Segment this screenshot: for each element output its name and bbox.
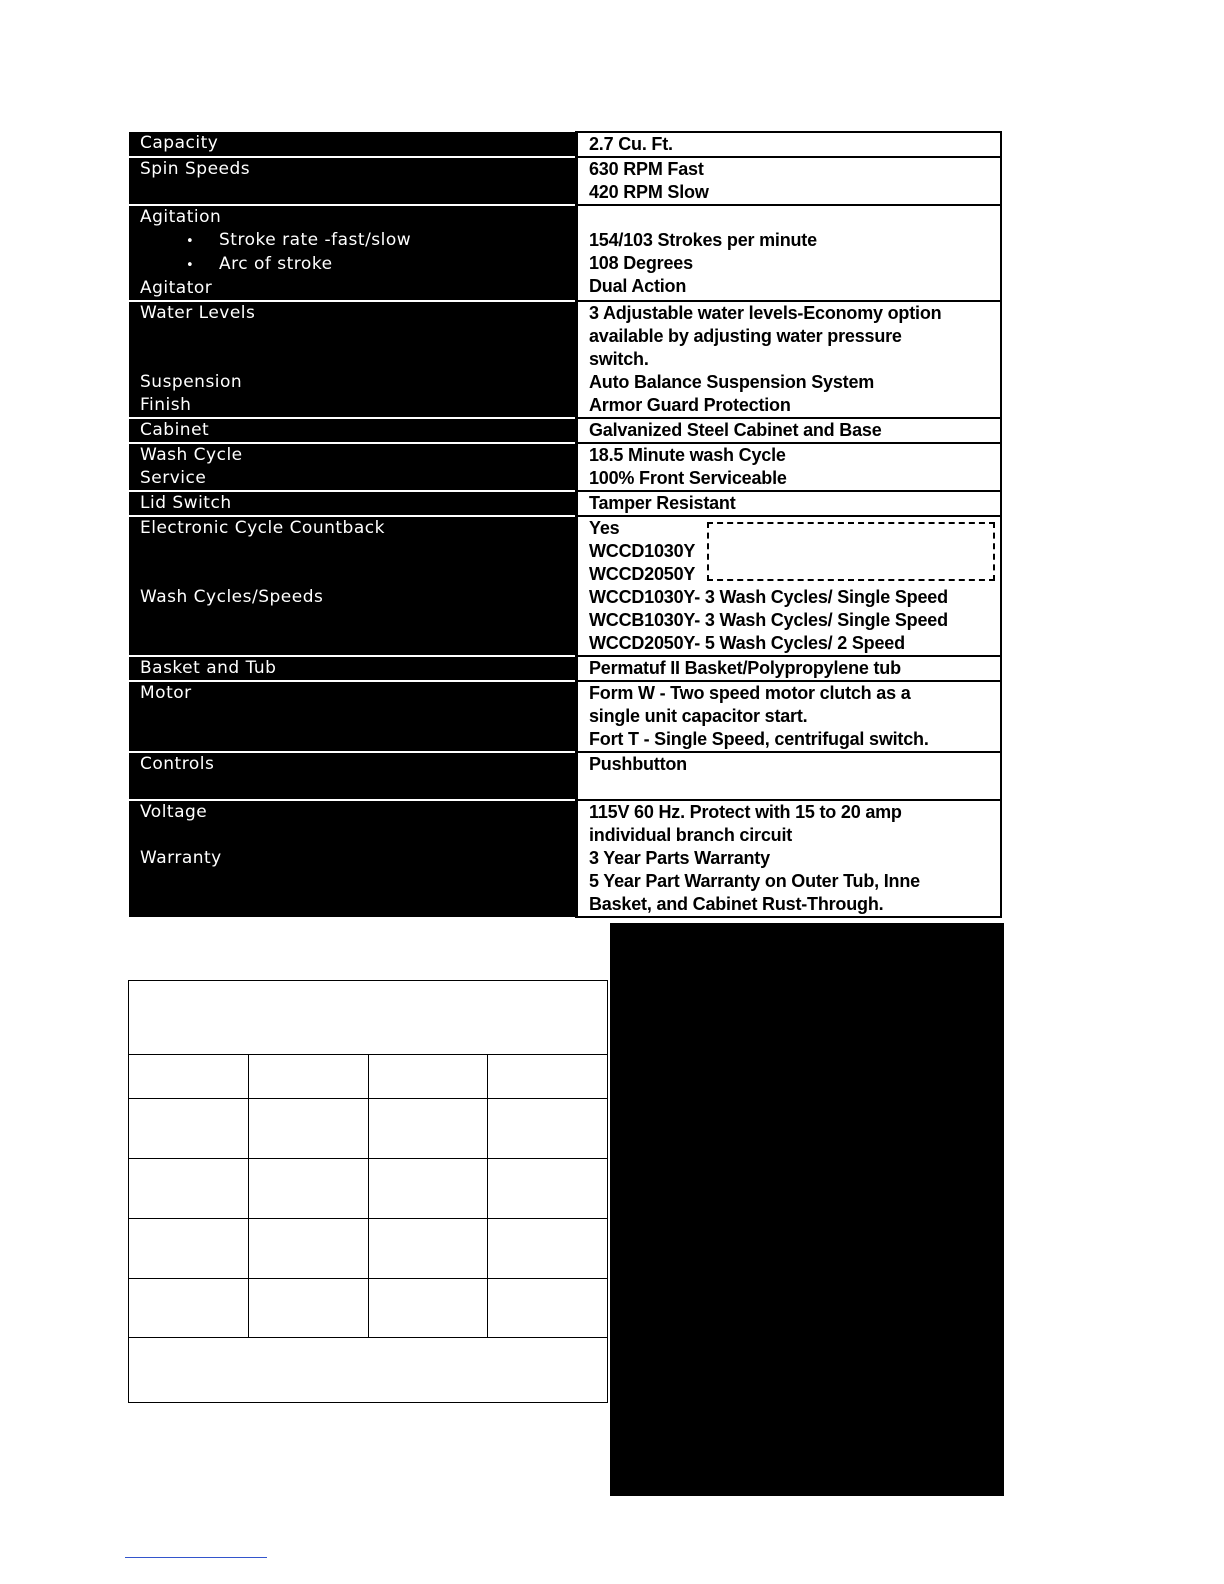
grid-cell <box>129 1279 249 1338</box>
grid-footer-row <box>129 1338 608 1403</box>
spec-value: Permatuf II Basket/Polypropylene tub <box>577 656 1002 681</box>
grid-header-row <box>129 981 608 1055</box>
voltage-value: individual branch circuit <box>589 825 793 845</box>
grid-cell <box>488 1159 608 1219</box>
finish-value: Armor Guard Protection <box>589 395 791 415</box>
wash-cycles-speeds-value: WCCB1030Y- 3 Wash Cycles/ Single Speed <box>589 610 948 630</box>
grid-cell <box>488 1219 608 1279</box>
spec-label <box>129 752 577 800</box>
countback-dashed-box <box>707 522 995 581</box>
agitator-value: Dual Action <box>589 276 687 296</box>
spec-label <box>129 205 577 301</box>
spec-label: Spin Speeds <box>129 157 577 205</box>
spec-value <box>577 301 1002 418</box>
spec-value <box>577 800 1002 917</box>
arc-of-stroke-value: 108 Degrees <box>589 253 693 273</box>
grid-cell <box>248 1219 368 1279</box>
grid-cell <box>129 1338 608 1403</box>
warranty-value: 3 Year Parts Warranty <box>589 848 770 868</box>
spec-label: Cabinet <box>129 418 577 443</box>
spec-value: Galvanized Steel Cabinet and Base <box>577 418 1002 443</box>
countback-model: WCCD2050Y <box>589 564 696 584</box>
spec-value <box>577 681 1002 752</box>
spec-value <box>577 752 1002 800</box>
water-levels-value: 3 Adjustable water levels-Economy option <box>589 303 942 323</box>
grid-cell <box>248 1279 368 1338</box>
spin-speed-fast: 630 RPM Fast <box>589 159 704 179</box>
warranty-value: 5 Year Part Warranty on Outer Tub, Inne <box>589 871 920 891</box>
spec-row-wash-cycle-service <box>129 443 1001 491</box>
suspension-value: Auto Balance Suspension System <box>589 372 875 392</box>
spec-row-motor <box>129 681 1001 752</box>
grid-cell <box>368 1159 488 1219</box>
warranty-label: Warranty <box>140 848 222 868</box>
motor-value: Form W - Two speed motor clutch as a <box>589 683 911 703</box>
spec-label <box>129 301 577 418</box>
redacted-panel <box>610 923 1004 1496</box>
agitation-label: Agitation <box>140 207 222 227</box>
link-underline[interactable] <box>125 1557 267 1558</box>
blank-grid-table <box>128 980 608 1403</box>
grid-cell <box>248 1159 368 1219</box>
wash-cycles-speeds-label: Wash Cycles/Speeds <box>140 587 324 607</box>
grid-row <box>129 1099 608 1159</box>
grid-cell <box>129 981 608 1055</box>
water-levels-value: switch. <box>589 349 649 369</box>
stroke-rate-label: • Stroke rate -fast/slow <box>140 229 575 253</box>
warranty-value: Basket, and Cabinet Rust-Through. <box>589 894 884 914</box>
spec-label <box>129 800 577 917</box>
spec-row-spin-speeds <box>129 157 1001 205</box>
grid-cell <box>488 1099 608 1159</box>
stroke-rate-value: 154/103 Strokes per minute <box>589 230 817 250</box>
grid-cell <box>248 1099 368 1159</box>
grid-cell <box>129 1099 249 1159</box>
spec-row-water-suspension-finish <box>129 301 1001 418</box>
service-value: 100% Front Serviceable <box>589 468 787 488</box>
grid-row <box>129 1279 608 1338</box>
grid-row <box>129 1055 608 1099</box>
spec-value <box>577 443 1002 491</box>
wash-cycles-speeds-value: WCCD1030Y- 3 Wash Cycles/ Single Speed <box>589 587 948 607</box>
grid-cell <box>368 1055 488 1099</box>
controls-label: Controls <box>140 754 215 774</box>
grid-cell <box>488 1055 608 1099</box>
grid-cell <box>129 1055 249 1099</box>
grid-row <box>129 1219 608 1279</box>
suspension-label: Suspension <box>140 372 243 392</box>
voltage-label: Voltage <box>140 802 208 822</box>
grid-cell <box>248 1055 368 1099</box>
water-levels-value: available by adjusting water pressure <box>589 326 902 346</box>
spec-value <box>577 205 1002 301</box>
grid-cell <box>368 1219 488 1279</box>
grid-cell <box>368 1099 488 1159</box>
spec-label: Lid Switch <box>129 491 577 516</box>
spec-row-basket-tub <box>129 656 1001 681</box>
wash-cycle-value: 18.5 Minute wash Cycle <box>589 445 786 465</box>
spec-label <box>129 443 577 491</box>
spec-row-controls <box>129 752 1001 800</box>
grid-cell <box>129 1159 249 1219</box>
spec-row-capacity <box>129 132 1001 157</box>
water-levels-label: Water Levels <box>140 303 256 323</box>
spin-speed-slow: 420 RPM Slow <box>589 182 709 202</box>
spec-label: Motor <box>129 681 577 752</box>
controls-value: Pushbutton <box>589 754 687 774</box>
spec-label: Basket and Tub <box>129 656 577 681</box>
countback-label: Electronic Cycle Countback <box>140 518 385 538</box>
agitator-label: Agitator <box>140 278 213 298</box>
grid-cell <box>129 1219 249 1279</box>
grid-row <box>129 1159 608 1219</box>
spec-row-cabinet <box>129 418 1001 443</box>
spec-row-agitation <box>129 205 1001 301</box>
motor-value: Fort T - Single Speed, centrifugal switch. <box>589 729 929 749</box>
grid-cell <box>488 1279 608 1338</box>
spec-row-lid-switch <box>129 491 1001 516</box>
finish-label: Finish <box>140 395 192 415</box>
service-label: Service <box>140 468 207 488</box>
countback-value: Yes <box>589 518 620 538</box>
spec-value <box>577 157 1002 205</box>
motor-value: single unit capacitor start. <box>589 706 808 726</box>
countback-model: WCCD1030Y <box>589 541 696 561</box>
arc-of-stroke-label: • Arc of stroke <box>140 253 575 277</box>
spec-value: 2.7 Cu. Ft. <box>577 132 1002 157</box>
spec-label <box>129 516 577 656</box>
spec-row-voltage-warranty <box>129 800 1001 917</box>
wash-cycle-label: Wash Cycle <box>140 445 243 465</box>
spec-label: Capacity <box>129 132 577 157</box>
wash-cycles-speeds-value: WCCD2050Y- 5 Wash Cycles/ 2 Speed <box>589 633 905 653</box>
spec-value: Tamper Resistant <box>577 491 1002 516</box>
voltage-value: 115V 60 Hz. Protect with 15 to 20 amp <box>589 802 902 822</box>
grid-cell <box>368 1279 488 1338</box>
